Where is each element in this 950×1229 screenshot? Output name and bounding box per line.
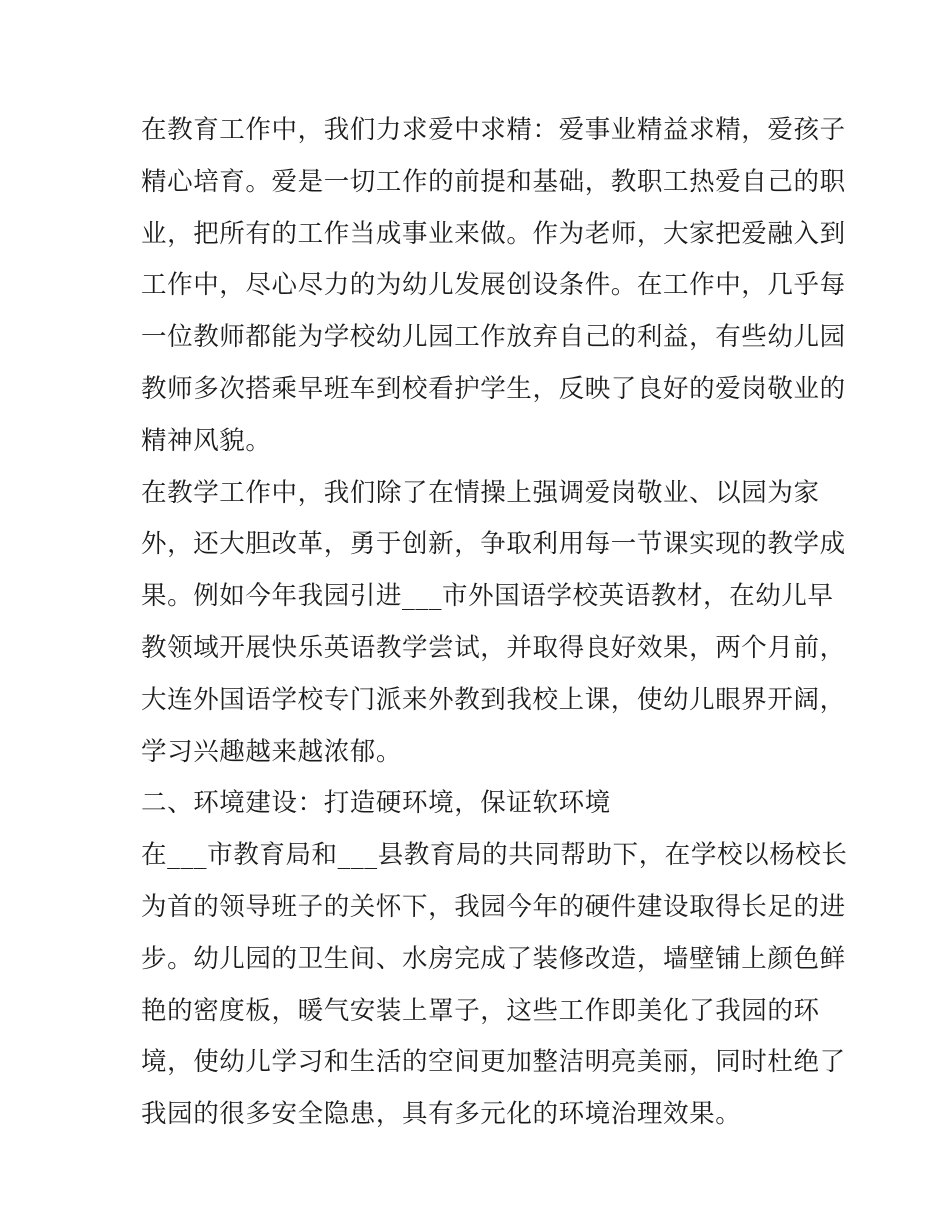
section-heading: 二、环境建设：打造硬环境，保证软环境 [141,788,611,819]
text-line: 艳的密度板，暖气安装上罩子，这些工作即美化了我园的环 [141,995,820,1026]
text-line: 精心培育。爱是一切工作的前提和基础，教职工热爱自己的职 [141,166,846,197]
text-line: 在___市教育局和___县教育局的共同帮助下，在学校以杨校长 [141,840,848,871]
text-line: 步。幼儿园的卫生间、水房完成了装修改造，墙壁铺上颜色鲜 [141,943,846,974]
text-line: 精神风貌。 [141,425,272,456]
text-line: 果。例如今年我园引进___市外国语学校英语教材，在幼儿早 [141,581,834,612]
text-line: 一位教师都能为学校幼儿园工作放弃自己的利益，有些幼儿园 [141,322,846,353]
document-body [141,105,848,1141]
text-line: 业，把所有的工作当成事业来做。作为老师，大家把爱融入到 [141,218,846,249]
text-line: 外，还大胆改革，勇于创新，争取利用每一节课实现的教学成 [141,529,846,560]
text-line: 教师多次搭乘早班车到校看护学生，反映了良好的爱岗敬业的 [141,373,846,404]
text-line: 大连外国语学校专门派来外教到我校上课，使幼儿眼界开阔， [141,684,846,715]
text-line: 学习兴趣越来越浓郁。 [141,736,403,767]
text-line: 我园的很多安全隐患，具有多元化的环境治理效果。 [141,1099,742,1130]
text-line: 教领域开展快乐英语教学尝试，并取得良好效果，两个月前， [141,632,846,663]
text-line: 工作中，尽心尽力的为幼儿发展创设条件。在工作中，几乎每 [141,270,846,301]
text-line: 在教学工作中，我们除了在情操上强调爱岗敬业、以园为家 [141,477,820,508]
text-line: 境，使幼儿学习和生活的空间更加整洁明亮美丽，同时杜绝了 [141,1047,846,1078]
text-line: 在教育工作中，我们力求爱中求精：爱事业精益求精，爱孩子 [141,115,846,145]
text-line: 为首的领导班子的关怀下，我园今年的硬件建设取得长足的进 [141,891,846,922]
